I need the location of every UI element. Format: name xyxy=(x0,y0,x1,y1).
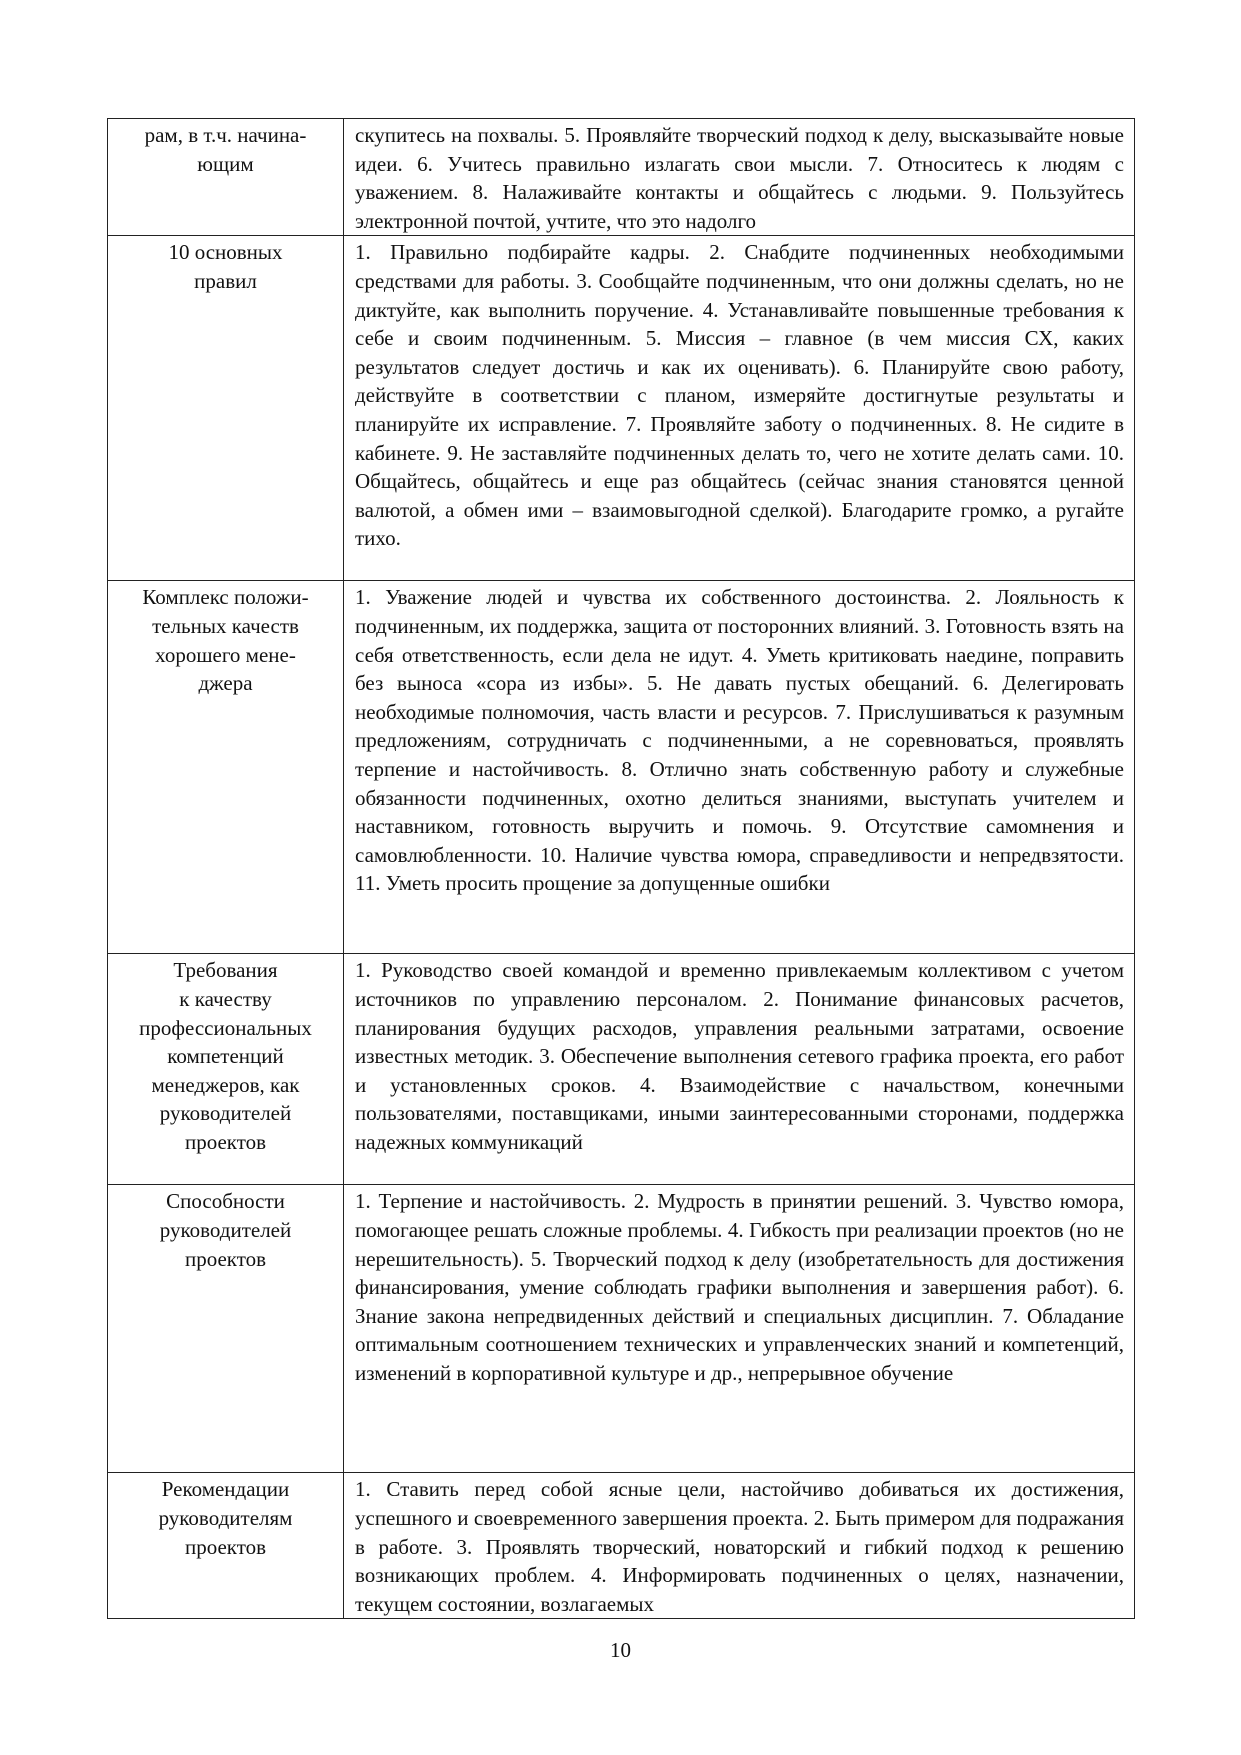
table-row xyxy=(108,236,1135,581)
row-content: 1. Ставить перед собой ясные цели, настойчиво добиваться их достижения, успешного и своевременного завершения проекта. 2. Быть примером для подражания в работе. 3. Проявлять творческий, новаторский и гибкий подход к решению возникающих проблем. 4. Информировать подчиненных о целях, назначении, текущем состоянии, возлагаемых xyxy=(355,1477,1124,1616)
row-content-cell xyxy=(344,581,1135,954)
row-title: Способности руководителей проектов xyxy=(159,1189,292,1271)
row-title: Комплекс положи- тельных качеств хорошего мене- джера xyxy=(142,585,309,696)
row-content: скупитесь на похвалы. 5. Проявляйте творческий подход к делу, высказывайте новые идеи. 6. Учитесь правильно излагать свои мысли. 7. Относитесь к людям с уважением. 8. Налаживайте контакты и общайтесь с людьми. 9. Пользуйтесь электронной почтой, учтите, что это надолго xyxy=(355,123,1124,233)
row-title: Рекомендации руководителям проектов xyxy=(158,1477,293,1559)
row-title-cell xyxy=(108,581,344,954)
row-content-cell xyxy=(344,119,1135,236)
row-title: рам, в т.ч. начина- ющим xyxy=(144,123,307,176)
row-content: 1. Руководство своей командой и временно привлекаемым коллективом с учетом источников по управлению персоналом. 2. Понимание финансовых расчетов, планирования будущих расходов, управления реальными затратами, освоение известных методик. 3. Обеспечение выполнения сетевого графика проекта, его работ и установленных сроков. 4. Взаимодействие с начальством, конечными пользователями, поставщиками, иными заинтересованными сторонами, поддержка надежных коммуникаций xyxy=(355,958,1124,1154)
table-row xyxy=(108,1185,1135,1473)
row-content: 1. Терпение и настойчивость. 2. Мудрость в принятии решений. 3. Чувство юмора, помогающее решать сложные проблемы. 4. Гибкость при реализации проектов (но не нерешительность). 5. Творческий подход к делу (изобретательность для достижения финансирования, умение соблюдать графики выполнения и завершения работ). 6. Знание закона непредвиденных действий и специальных дисциплин. 7. Обладание оптимальным соотношением технических и управленческих знаний и компетенций, изменений в корпоративной культуре и др., непрерывное обучение xyxy=(355,1189,1124,1385)
table-row xyxy=(108,954,1135,1185)
row-title-cell xyxy=(108,1473,344,1619)
row-content-cell xyxy=(344,954,1135,1185)
row-content-cell xyxy=(344,1185,1135,1473)
row-content-cell xyxy=(344,236,1135,581)
row-title-cell xyxy=(108,1185,344,1473)
row-content: 1. Уважение людей и чувства их собственного достоинства. 2. Лояльность к подчиненным, их поддержка, защита от посторонних влияний. 3. Готовность взять на себя ответственность, если дела не идут. 4. Уметь критиковать наедине, поправить без выноса «сора из избы». 5. Не давать пустых обещаний. 6. Делегировать необходимые полномочия, часть власти и ресурсов. 7. Прислушиваться к разумным предложениям, сотрудничать с подчиненными, а не соревноваться, проявлять терпение и настойчивость. 8. Отлично знать собственную работу и служебные обязанности подчиненных, охотно делиться знаниями, выступать учителем и наставником, готовность выручить и помочь. 9. Отсутствие самомнения и самовлюбленности. 10. Наличие чувства юмора, справедливости и непредвзятости. 11. Уметь просить прощение за допущенные ошибки xyxy=(355,585,1124,896)
row-title: 10 основных правил xyxy=(168,240,283,293)
table-row xyxy=(108,581,1135,954)
row-title-cell xyxy=(108,119,344,236)
content-table xyxy=(107,118,1135,1619)
page-number: 10 xyxy=(610,1638,631,1662)
row-title: Требования к качеству профессиональных компетенций менеджеров, как руководителей проектов xyxy=(139,958,312,1154)
table-row xyxy=(108,1473,1135,1619)
row-title-cell xyxy=(108,236,344,581)
row-content-cell xyxy=(344,1473,1135,1619)
table-row xyxy=(108,119,1135,236)
row-title-cell xyxy=(108,954,344,1185)
row-content: 1. Правильно подбирайте кадры. 2. Снабдите подчиненных необходимыми средствами для работы. 3. Сообщайте подчиненным, что они должны сделать, но не диктуйте, как выполнить поручение. 4. Устанавливайте повышенные требования к себе и своим подчиненным. 5. Миссия – главное (в чем миссия СХ, каких результатов следует достичь и как их оценивать). 6. Планируйте свою работу, действуйте в соответствии с планом, измеряйте достигнутые результаты и планируйте их исправление. 7. Проявляйте заботу о подчиненных. 8. Не сидите в кабинете. 9. Не заставляйте подчиненных делать то, чего не хотите делать сами. 10. Общайтесь, общайтесь и еще раз общайтесь (сейчас знания становятся ценной валютой, а обмен ими – взаимовыгодной сделкой). Благодарите громко, а ругайте тихо. xyxy=(355,240,1124,551)
